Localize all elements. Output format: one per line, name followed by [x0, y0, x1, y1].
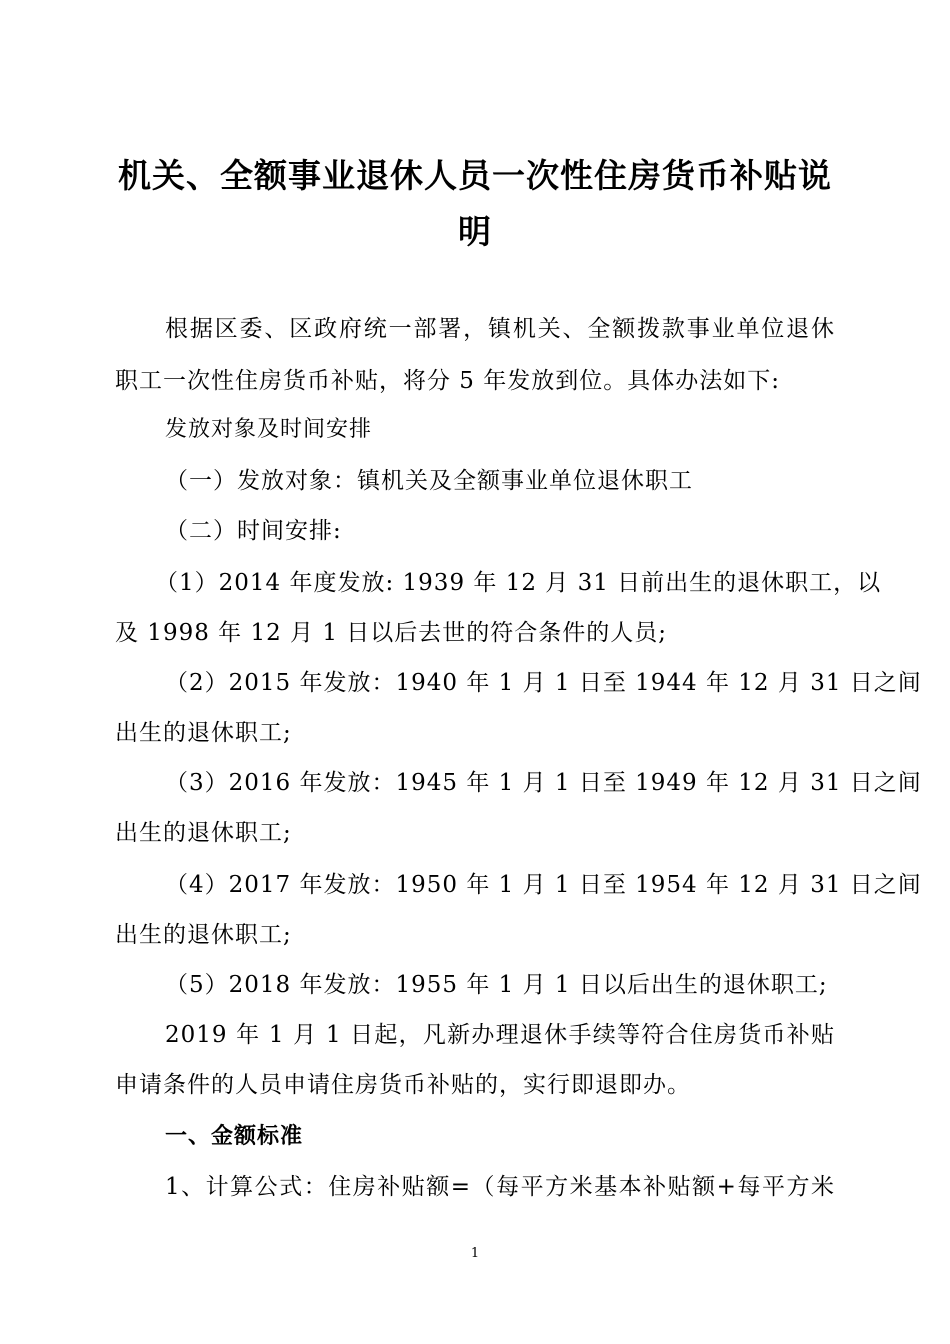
schedule-2018: （5）2018 年发放：1955 年 1 月 1 日以后出生的退休职工;: [165, 972, 828, 998]
title-line-2: 明: [458, 212, 492, 251]
title-line-1: 机关、全额事业退休人员一次性住房货币补贴说: [118, 156, 832, 195]
schedule-2015-line-1: （2）2015 年发放：1940 年 1 月 1 日至 1944 年 12 月 31 日之间: [165, 670, 922, 696]
schedule-2015-line-2: 出生的退休职工;: [115, 720, 292, 746]
schedule-2014-line-2: 及 1998 年 12 月 1 日以后去世的符合条件的人员;: [115, 620, 668, 646]
paragraph-intro-line-2: 职工一次性住房货币补贴，将分 5 年发放到位。具体办法如下:: [115, 368, 781, 394]
formula-line: 1、计算公式：住房补贴额=（每平方米基本补贴额+每平方米: [165, 1174, 835, 1200]
paragraph-2019-line-2: 申请条件的人员申请住房货币补贴的，实行即退即办。: [115, 1072, 691, 1098]
paragraph-2019-line-1: 2019 年 1 月 1 日起，凡新办理退休手续等符合住房货币补贴: [165, 1022, 835, 1048]
schedule-2014-line-1: （1）2014 年度发放: 1939 年 12 月 31 日前出生的退休职工，以: [155, 570, 882, 596]
page-number: 1: [470, 1246, 480, 1261]
schedule-2016-line-1: （3）2016 年发放：1945 年 1 月 1 日至 1949 年 12 月 31 日之间: [165, 770, 922, 796]
item-target: （一）发放对象：镇机关及全额事业单位退休职工: [165, 468, 693, 494]
item-schedule: （二）时间安排:: [165, 518, 342, 544]
section-heading-amount: 一、金额标准: [165, 1124, 304, 1149]
section-heading-target: 发放对象及时间安排: [165, 417, 373, 442]
paragraph-intro-line-1: 根据区委、区政府统一部署，镇机关、全额拨款事业单位退休: [165, 316, 835, 342]
document-title: [110, 148, 840, 260]
schedule-2017-line-2: 出生的退休职工;: [115, 922, 292, 948]
schedule-2016-line-2: 出生的退休职工;: [115, 820, 292, 846]
schedule-2017-line-1: （4）2017 年发放：1950 年 1 月 1 日至 1954 年 12 月 31 日之间: [165, 872, 922, 898]
